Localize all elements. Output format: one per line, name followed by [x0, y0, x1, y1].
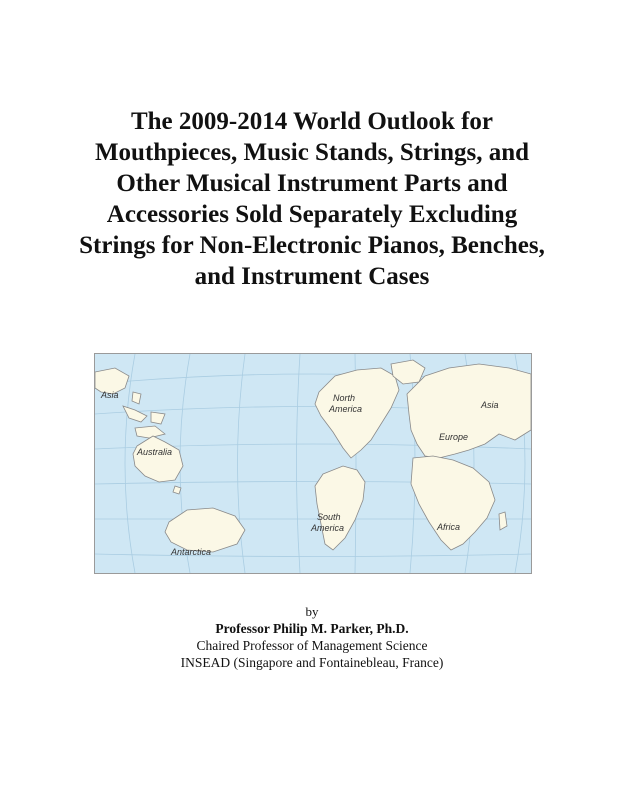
title-line-3: Other Musical Instrument Parts and — [116, 170, 508, 197]
label-africa: Africa — [437, 522, 461, 532]
title-line-1: The 2009-2014 World Outlook for — [130, 108, 494, 135]
author-position: Chaired Professor of Management Science — [196, 638, 428, 653]
label-australia: Australia — [137, 447, 173, 457]
byline — [40, 603, 584, 671]
author-institution: INSEAD (Singapore and Fontainebleau, France) — [180, 655, 444, 670]
label-south-america-line2: America — [311, 523, 345, 533]
land-africa — [411, 456, 495, 550]
label-north-america-line2: America — [329, 404, 363, 414]
label-north-america-line1: North — [333, 393, 356, 403]
label-south-america-line1: South — [317, 512, 341, 522]
by-label: by — [305, 604, 319, 619]
title-line-5: Strings for Non-Electronic Pianos, Benches, — [79, 232, 545, 259]
author-name: Professor Philip M. Parker, Ph.D. — [215, 621, 409, 636]
label-asia-right: Asia — [481, 400, 499, 410]
world-map-graphic — [95, 354, 531, 573]
label-europe: Europe — [439, 432, 469, 442]
land-antarctica — [165, 508, 245, 552]
book-title — [40, 106, 584, 292]
title-line-4: Accessories Sold Separately Excluding — [106, 201, 518, 228]
land-eurasia — [407, 364, 531, 458]
label-antarctica: Antarctica — [171, 547, 212, 557]
title-line-2: Mouthpieces, Music Stands, Strings, and — [94, 139, 530, 166]
label-asia-left: Asia — [101, 390, 119, 400]
world-map — [94, 353, 532, 574]
land-south-america — [315, 466, 365, 550]
land-australia — [133, 436, 183, 482]
title-line-6: and Instrument Cases — [194, 263, 430, 290]
